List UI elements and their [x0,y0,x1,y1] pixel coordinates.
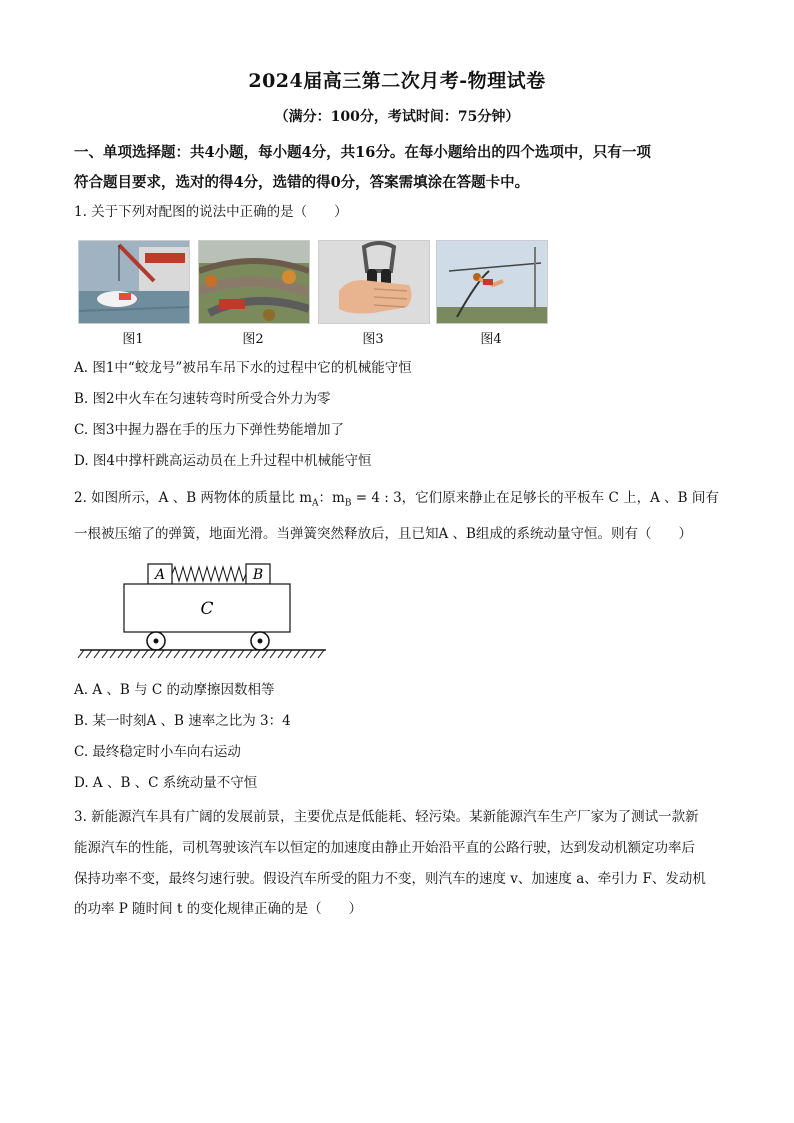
exam-info: （满分：100分，考试时间：75分钟） [274,109,520,125]
q2-stem-part-3: = 4 : 3，它们原来静止在足够长的平板车 C 上，A 、B 间有 [351,490,719,506]
q2-stem-line-2: 一根被压缩了的弹簧，地面光滑。当弹簧突然释放后，且已知A 、B组成的系统动量守恒。则有（ ） [74,526,692,542]
q2-stem-part-1: 2. 如图所示，A 、B 两物体的质量比 m [74,490,313,506]
q3-line-4: 的功率 P 随时间 t 的变化规律正确的是（ ） [74,901,363,917]
q2-option-c: C. 最终稳定时小车向右运动 [74,744,241,760]
q1-figures [78,240,558,350]
label-a: A [154,567,166,583]
q2-stem-line-1 [74,488,734,514]
q1-stem: 1. 关于下列对配图的说法中正确的是（ ） [74,204,348,220]
mass-subscript-a: A [312,498,319,509]
q2-stem-part-2: ：m [318,490,345,506]
hand-grip-photo [318,240,430,324]
q1-option-d: D. 图4中撑杆跳高运动员在上升过程中机械能守恒 [74,453,372,469]
mass-subscript-b: B [344,498,352,509]
q2-option-d: D. A 、B 、C 系统动量不守恒 [74,775,258,791]
label-c: C [200,599,214,619]
q2-option-a: A. A 、B 与 C 的动摩擦因数相等 [74,682,275,698]
page-title: 2024届高三第二次月考-物理试卷 [248,70,546,92]
pole-vault-photo [436,240,548,324]
train-curve-photo [198,240,310,324]
q3-line-1: 3. 新能源汽车具有广阔的发展前景，主要优点是低能耗、轻污染。某新能源汽车生产厂家为了测试一款新 [74,809,699,825]
figure-label-4: 图4 [480,332,502,347]
figure-label-2: 图2 [242,332,264,347]
spring [172,567,246,581]
q3-line-2: 能源汽车的性能，司机驾驶该汽车以恒定的加速度由静止开始沿平直的公路行驶，达到发动机额定功率后 [74,840,695,856]
q2-option-b: B. 某一时刻A 、B 速率之比为 3：4 [74,713,291,729]
label-b: B [252,567,264,583]
q1-option-b: B. 图2中火车在匀速转弯时所受合外力为零 [74,391,331,407]
figure-label-3: 图3 [362,332,384,347]
q3-line-3: 保持功率不变，最终匀速行驶。假设汽车所受的阻力不变，则汽车的速度 v、加速度 a、牵引力 F、发动机 [74,871,706,887]
ground-hatching [78,650,324,658]
cart-spring-diagram [76,558,332,662]
section-heading [74,138,734,198]
figure-label-1: 图1 [122,332,144,347]
section-heading-line-2: 符合题目要求，选对的得4分，选错的得0分，答案需填涂在答题卡中。 [74,174,530,191]
q1-option-a: A. 图1中“蛟龙号”被吊车吊下水的过程中它的机械能守恒 [74,360,412,376]
section-heading-line-1: 一、单项选择题：共4小题，每小题4分，共16分。在每小题给出的四个选项中，只有一项 [74,144,651,161]
q1-option-c: C. 图3中握力器在手的压力下弹性势能增加了 [74,422,345,438]
submersible-crane-photo [78,240,190,324]
